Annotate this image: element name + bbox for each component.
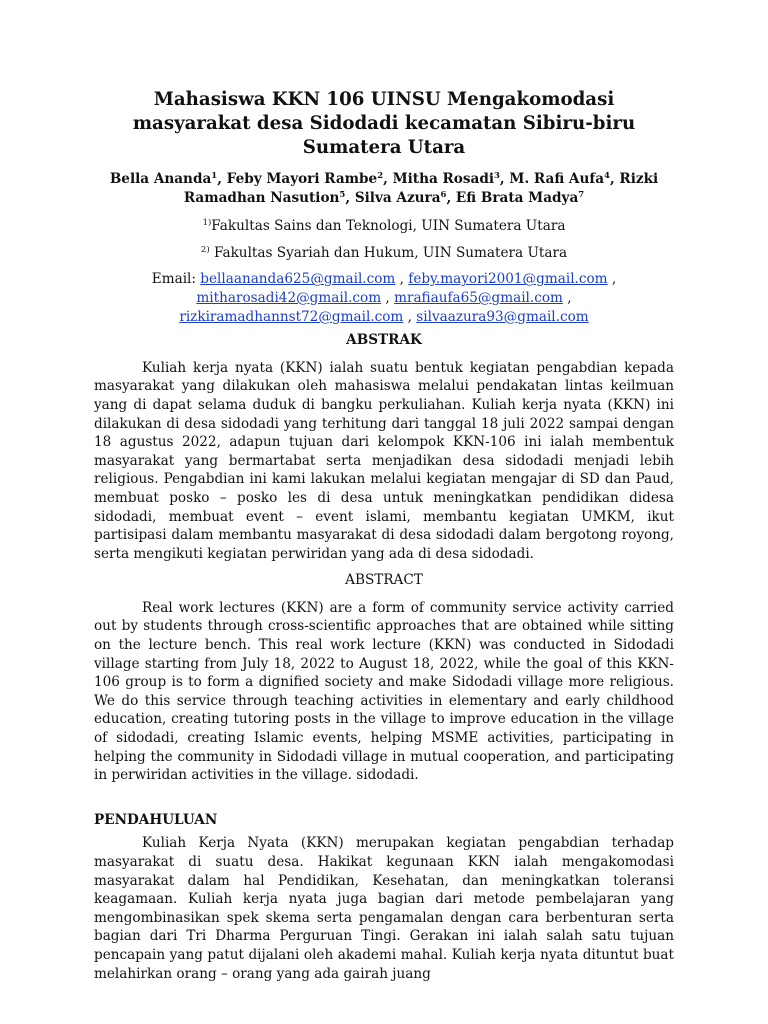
author: Efi Brata Madya$^7$ bbox=[455, 189, 585, 206]
abstrak-heading: ABSTRAK bbox=[346, 332, 422, 349]
email-label: Email: bbox=[151, 271, 201, 288]
pendahuluan-paragraph: Kuliah Kerja Nyata (KKN) merupakan kegiatan pengabdian terhadap masyarakat di suatu desa. Hakikat kegunaan KKN ialah mengakomodasi masyarakat dalam hal Pendidikan, Kesehatan, dan meningkatkan toleransi keagamaan. Kuliah kerja nyata juga bagian dari metode pembelajaran yang mengombinasikan spek skema serta pengamalan dengan cara berbenturan serta bagian dari Tri Dharma Perguruan Tingi. Gerakan ini ialah salah satu tujuan pencapain yang patut dijalani oleh akademi mahal. Kuliah kerja nyata dituntut buat melahirkan orang – orang yang ada gairah juang bbox=[94, 835, 674, 982]
email-link[interactable]: bellaananda625@gmail.com bbox=[200, 271, 396, 288]
email-block: Email: bellaananda625@gmail.com , feby.mayori2001@gmail.com , mitharosadi42@gmail.com , mrafiaufa65@gmail.com , rizkiramadhannst72@gmail.com , silvaazura93@gmail.com bbox=[151, 271, 617, 325]
author-list bbox=[94, 170, 674, 207]
pendahuluan-heading: PENDAHULUAN bbox=[94, 811, 218, 828]
author: M. Rafi Aufa$^4$, bbox=[509, 171, 615, 187]
email-link[interactable]: mitharosadi42@gmail.com bbox=[196, 289, 382, 306]
affiliation: $^{1)}$Fakultas Sains dan Teknologi, UIN Sumatera Utara bbox=[202, 218, 566, 235]
author: Rizki Ramadhan Nasution$^5$, bbox=[183, 171, 659, 206]
abstract-paragraph: Real work lectures (KKN) are a form of community service activity carried out by students through cross-scientific approaches that are obtained while sitting on the lecture bench. This real work lecture (KKN) was conducted in Sidodadi village starting from July 18, 2022 to August 18, 2022, while the goal of this KKN-106 group is to form a dignified society and make Sidodadi village more religious. We do this service through teaching activities in elementary and early childhood education, creating tutoring posts in the village to improve education in the village of sidodadi, creating Islamic events, helping MSME activities, participating in helping the community in Sidodadi village in mutual cooperation, and participating in perwiridan activities in the village. sidodadi. bbox=[94, 599, 674, 784]
email-link[interactable]: rizkiramadhannst72@gmail.com bbox=[179, 308, 404, 325]
affiliation: $^{2)}$ Fakultas Syariah dan Hukum, UIN Sumatera Utara bbox=[200, 244, 568, 261]
abstract-heading: ABSTRACT bbox=[345, 572, 423, 589]
author: Feby Mayori Rambe$^2$, bbox=[226, 171, 388, 187]
email-link[interactable]: silvaazura93@gmail.com bbox=[416, 308, 589, 325]
author: Mitha Rosadi$^3$, bbox=[392, 171, 505, 187]
abstrak-paragraph: Kuliah kerja nyata (KKN) ialah suatu bentuk kegiatan pengabdian kepada masyarakat yang dilakukan oleh mahasiswa melalui pendakatan lintas keilmuan yang di dapat selama duduk di bangku perkuliahan. Kuliah kerja nyata (KKN) ini dilakukan di desa sidodadi yang terhitung dari tanggal 18 juli 2022 sampai dengan 18 agustus 2022, adapun tujuan dari kelompok KKN-106 ini ialah membentuk masyarakat yang bermartabat serta menjadikan desa sidodadi menjadi lebih religious. Pengabdian ini kami lakukan melalui kegiatan mengajar di SD dan Paud, membuat posko – posko les di desa untuk meningkatkan pendidikan didesa sidodadi, membuat event – event islami, membantu kegiatan UMKM, ikut partisipasi dalam membantu masyarakat di desa sidodadi dalam bergotong royong, serta mengikuti kegiatan perwiridan yang ada di desa sidodadi. bbox=[94, 359, 674, 562]
email-link[interactable]: feby.mayori2001@gmail.com bbox=[408, 271, 608, 288]
email-link[interactable]: mrafiaufa65@gmail.com bbox=[394, 289, 563, 306]
paper-title: Mahasiswa KKN 106 UINSU Mengakomodasi masyarakat desa Sidodadi kecamatan Sibiru-biru Sumatera Utara bbox=[132, 89, 636, 158]
author: Bella Ananda$^1$, bbox=[109, 171, 222, 187]
author: Silva Azura$^6$, bbox=[354, 189, 452, 206]
